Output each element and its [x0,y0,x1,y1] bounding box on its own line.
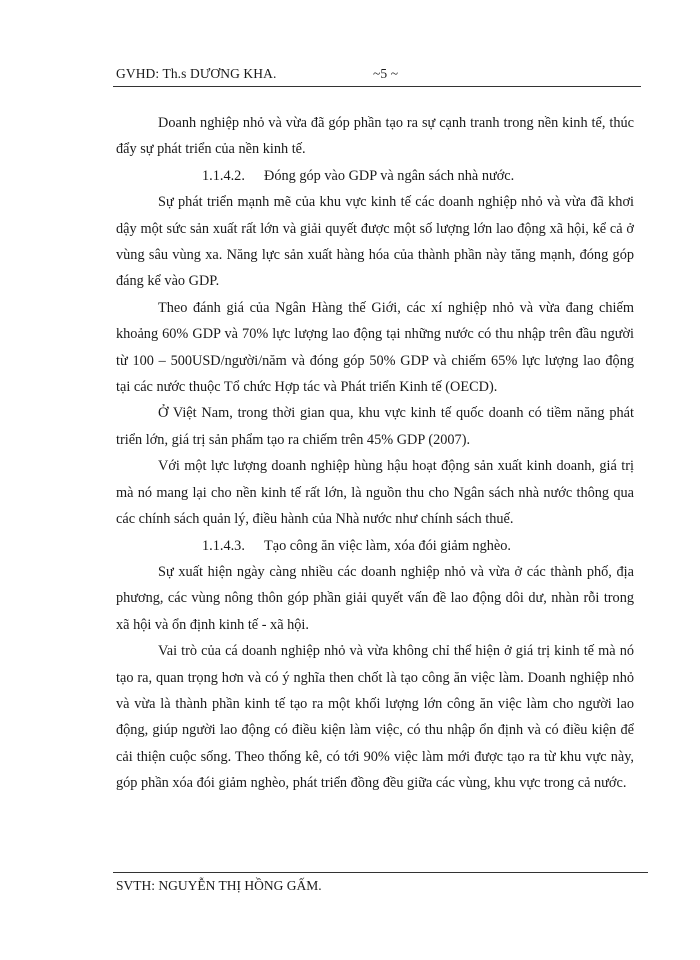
page-number: ~5 ~ [373,66,399,81]
document-body [116,110,634,797]
section-number: 1.1.4.2. [202,167,245,184]
instructor-label: GVHD: Th.s DƯƠNG KHA. [116,66,277,81]
student-label: SVTH: NGUYỄN THỊ HỒNG GẤM. [116,878,322,893]
section-title: Tạo công ăn việc làm, xóa đói giảm nghèo. [264,537,511,554]
paragraph: Vai trò của cá doanh nghiệp nhỏ và vừa không chỉ thể hiện ở giá trị kinh tế mà nó tạo ra, quan trọng hơn và có ý nghĩa then chốt là tạo công ăn việc làm. Doanh nghiệp nhỏ và vừa là thành phần kinh tế tạo ra một khối lượng lớn công ăn việc làm cho người lao động, giúp người lao động có điều kiện làm việc, có thu nhập ổn định và có điều kiện để cải thiện cuộc sống. Theo thống kê, có tới 90% việc làm mới được tạo ra từ khu vực này, góp phần xóa đói giảm nghèo, phát triển đồng đều giữa các vùng, khu vực trong cả nước. [116,643,634,792]
section-title: Đóng góp vào GDP và ngân sách nhà nước. [264,167,515,184]
paragraph: Với một lực lượng doanh nghiệp hùng hậu hoạt động sản xuất kinh doanh, giá trị mà nó mang lại cho nền kinh tế rất lớn, là nguồn thu cho Ngân sách nhà nước thông qua các chính sách quản lý, điều hành của Nhà nước như chính sách thuế. [116,458,634,528]
paragraph: Theo đánh giá của Ngân Hàng thế Giới, các xí nghiệp nhỏ và vừa đang chiếm khoảng 60% GDP và 70% lực lượng lao động tại những nước có thu nhập trên đầu người từ 100 – 500USD/người/năm và đóng góp 50% GDP và chiếm 65% lực lượng lao động tại các nước thuộc Tổ chức Hợp tác và Phát triển Kinh tế (OECD). [116,299,634,396]
page-header [113,66,641,86]
footer-divider [113,872,648,873]
paragraph: Ở Việt Nam, trong thời gian qua, khu vực kinh tế quốc doanh có tiềm năng phát triển lớn, giá trị sản phẩm tạo ra chiếm trên 45% GDP (2007). [116,405,634,448]
paragraph: Sự xuất hiện ngày càng nhiều các doanh nghiệp nhỏ và vừa ở các thành phố, địa phương, các vùng nông thôn góp phần giải quyết vấn đề lao động dôi dư, nhàn rỗi trong xã hội và ổn định kinh tế - xã hội. [116,563,634,633]
paragraph: Doanh nghiệp nhỏ và vừa đã góp phần tạo ra sự cạnh tranh trong nền kinh tế, thúc đẩy sự phát triển của nền kinh tế. [116,115,634,158]
section-heading [116,533,634,559]
section-heading [116,163,634,189]
section-number: 1.1.4.3. [202,537,245,554]
header-divider [113,86,641,87]
paragraph: Sự phát triển mạnh mẽ của khu vực kinh tế các doanh nghiệp nhỏ và vừa đã khơi dậy một sức sản xuất rất lớn và giải quyết được một số lượng lớn lao động xã hội, kể cả ở vùng sâu vùng xa. Năng lực sản xuất hàng hóa của thành phần này tăng mạnh, đóng góp đáng kể vào GDP. [116,194,634,290]
